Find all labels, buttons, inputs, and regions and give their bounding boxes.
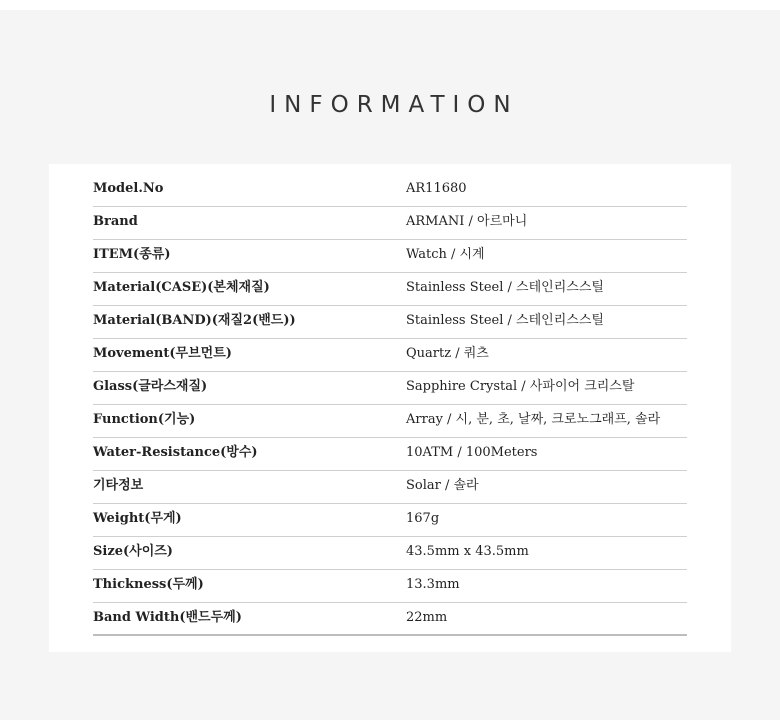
spec-value: Stainless Steel / 스테인리스스틸 [406,313,604,328]
spec-row [93,372,687,405]
spec-value: Quartz / 쿼츠 [406,346,489,361]
spec-card [49,164,731,652]
spec-value: Solar / 솔라 [406,478,479,493]
spec-label: Glass(글라스재질) [93,379,208,394]
spec-value: 13.3mm [406,577,460,592]
spec-value: 22mm [406,610,448,625]
spec-label: Water-Resistance(방수) [93,445,258,460]
spec-row [93,273,687,306]
spec-label: 기타정보 [93,478,144,493]
spec-label: Function(기능) [93,412,196,427]
spec-row [93,174,687,207]
spec-row [93,537,687,570]
spec-value: 43.5mm x 43.5mm [406,544,529,559]
spec-value: Sapphire Crystal / 사파이어 크리스탈 [406,379,635,394]
spec-table [93,174,687,636]
spec-label: Band Width(밴드두께) [93,610,242,625]
spec-value: ARMANI / 아르마니 [406,214,528,229]
spec-row [93,438,687,471]
spec-row [93,306,687,339]
section-title: INFORMATION [269,92,519,118]
spec-label: Brand [93,214,138,229]
information-section [0,10,780,720]
spec-row [93,240,687,273]
spec-label: Material(CASE)(본체재질) [93,280,270,295]
spec-row [93,405,687,438]
spec-row [93,207,687,240]
spec-value: Watch / 시계 [406,247,485,262]
spec-label: Weight(무게) [93,511,182,526]
spec-value: Stainless Steel / 스테인리스스틸 [406,280,604,295]
spec-row [93,471,687,504]
spec-value: 10ATM / 100Meters [406,445,538,460]
spec-row [93,339,687,372]
spec-label: Material(BAND)(재질2(밴드)) [93,313,296,328]
spec-label: ITEM(종류) [93,247,171,262]
spec-label: Thickness(두께) [93,577,204,592]
spec-label: Movement(무브먼트) [93,346,232,361]
spec-row [93,570,687,603]
spec-label: Size(사이즈) [93,544,173,559]
spec-value: Array / 시, 분, 초, 날짜, 크로노그래프, 솔라 [406,412,661,427]
spec-label: Model.No [93,181,164,196]
spec-row [93,603,687,636]
spec-row [93,504,687,537]
spec-value: 167g [406,511,440,526]
spec-value: AR11680 [406,181,467,196]
